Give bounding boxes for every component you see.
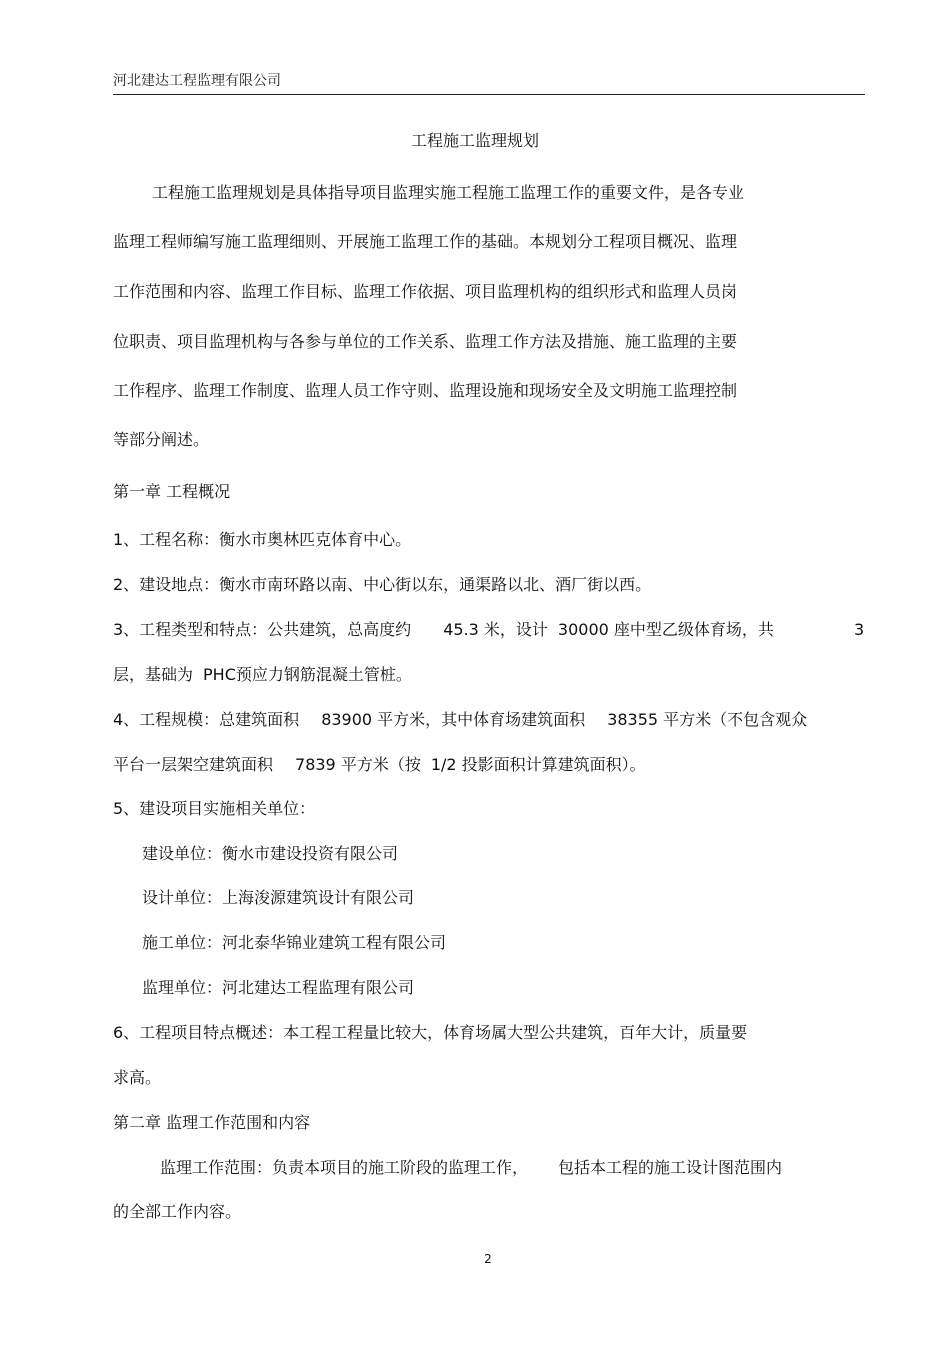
item-4-line-1 <box>113 710 807 730</box>
item-4-part-b: 83900 平方米，其中体育场建筑面积 <box>321 710 586 729</box>
intro-line-3: 工作范围和内容、监理工作目标、监理工作依据、项目监理机构的组织形式和监理人员岗 <box>113 282 738 301</box>
unit-supervisor: 监理单位：河北建达工程监理有限公司 <box>142 978 415 997</box>
item-5-heading: 5、建设项目实施相关单位： <box>113 799 316 818</box>
item-4-part-c: 38355 平方米（不包含观众 <box>607 710 808 729</box>
header-divider <box>113 94 865 95</box>
item-3-part-b: 45.3 米，设计 <box>443 620 548 639</box>
item-3-part-a: 3、工程类型和特点：公共建筑，总高度约 <box>113 620 412 639</box>
item-3-part-f: PHC预应力钢筋混凝土管桩。 <box>203 665 412 684</box>
item-3-part-d: 3 <box>854 620 865 639</box>
intro-line-5: 工作程序、监理工作制度、监理人员工作守则、监理设施和现场安全及文明施工监理控制 <box>113 381 738 400</box>
item-6-line-2: 求高。 <box>113 1068 162 1087</box>
item-1-project-name: 1、工程名称：衡水市奥林匹克体育中心。 <box>113 530 412 549</box>
item-4-part-f: 1/2 投影面积计算建筑面积）。 <box>430 755 646 774</box>
item-4-part-d: 平台一层架空建筑面积 <box>113 755 274 774</box>
intro-line-1: 工程施工监理规划是具体指导项目监理实施工程施工监理工作的重要文件，是各专业 <box>152 183 745 202</box>
item-3-line-1 <box>113 620 774 640</box>
unit-contractor: 施工单位：河北泰华锦业建筑工程有限公司 <box>142 933 447 952</box>
document-title: 工程施工监理规划 <box>410 131 539 150</box>
page-number: 2 <box>484 1252 492 1266</box>
item-4-line-2 <box>113 755 646 775</box>
intro-line-2: 监理工程师编写施工监理细则、开展施工监理工作的基础。本规划分工程项目概况、监理 <box>113 232 738 251</box>
scope-part-b: 包括本工程的施工设计图范围内 <box>558 1158 783 1177</box>
unit-designer: 设计单位：上海浚源建筑设计有限公司 <box>142 888 415 907</box>
item-6-line-1: 6、工程项目特点概述：本工程工程量比较大，体育场属大型公共建筑，百年大计，质量要 <box>113 1023 748 1042</box>
item-3-part-e: 层，基础为 <box>113 665 194 684</box>
item-4-part-e: 7839 平方米（按 <box>295 755 421 774</box>
item-3-line-2 <box>113 665 412 685</box>
item-4-part-a: 4、工程规模：总建筑面积 <box>113 710 300 729</box>
item-2-location: 2、建设地点：衡水市南环路以南、中心街以东，通渠路以北、酒厂街以西。 <box>113 575 652 594</box>
scope-line-2: 的全部工作内容。 <box>113 1202 242 1221</box>
item-3-part-c: 30000 座中型乙级体育场，共 <box>557 620 774 639</box>
unit-owner: 建设单位：衡水市建设投资有限公司 <box>142 844 399 863</box>
intro-line-4: 位职责、项目监理机构与各参与单位的工作关系、监理工作方法及措施、施工监理的主要 <box>113 332 738 351</box>
chapter-1-heading: 第一章 工程概况 <box>113 482 231 501</box>
scope-part-a: 监理工作范围：负责本项目的施工阶段的监理工作， <box>160 1158 529 1177</box>
chapter-2-heading: 第二章 监理工作范围和内容 <box>113 1113 311 1132</box>
scope-line-1 <box>160 1158 782 1178</box>
intro-line-6: 等部分阐述。 <box>113 430 210 449</box>
page-header-company: 河北建达工程监理有限公司 <box>113 73 281 89</box>
